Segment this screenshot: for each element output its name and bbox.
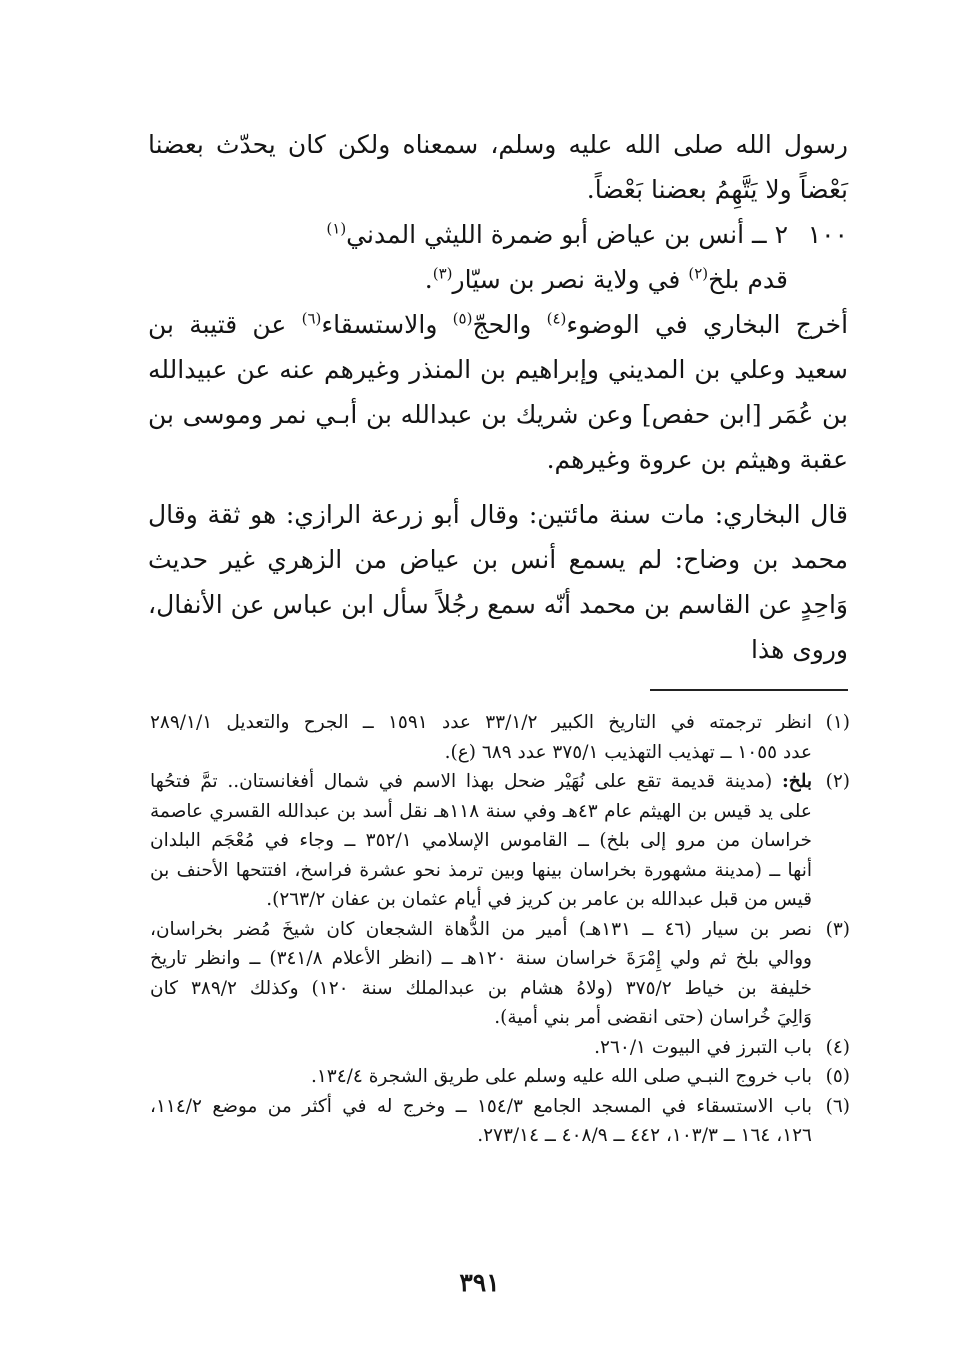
footnote-keyword: بلخ: [781,771,812,792]
footnote-2 [150,767,850,915]
footnote-6 [150,1092,850,1151]
footnote-line: وَالِيَ خُراسان (حتى انقضى أمر بني أمية). [494,1007,812,1028]
footnote-line: خليفة بن خياط ٣٧٥/٢ (ولاهُ هشام بن عبدالملك سنة ١٢٠) وكذلك ٣٨٩/٢ كان [150,977,812,999]
footnote-ref-2[interactable]: (٢) [688,264,709,283]
footnote-line: نصر بن سيار (٤٦ ــ ١٣١هـ) أمير من الدُّهاة الشجعان كان شيخَ مُضر بخراسان، [150,918,812,940]
entry-number: ١٠٠ [807,220,848,249]
footnote-ref-6[interactable]: (٦) [301,309,322,328]
footnote-line: باب خروج النبـي صلى الله عليه وسلم على طريق الشجرة ١٣٤/٤. [310,1066,812,1087]
footnote-number: (٣) [825,918,850,940]
footnote-line: انظر ترجمته في التاريخ الكبير ٣٣/١/٢ عدد ١٥٩١ ــ الجرح والتعديل ٢٨٩/١/١ [150,712,813,733]
footnote-line: على يد قيس بن الهيثم عام ٤٣هـ وفي سنة ١١٨هـ نقل أسد بن عبدالله القسري عاصمة [150,800,812,822]
paragraph-bukhari-narrations [148,302,848,482]
footnote-separator [650,689,848,691]
footnote-line-text: (مدينة قديمة تقع على نُهَيْر ضحل بهذا الاسم في شمال أفغانستان.. تمَّ فتحُها [150,771,782,792]
arrival-text-1: قدم بلخ [708,265,788,294]
narrations-text-2: والحجّ [472,310,547,339]
footnote-number: (٥) [825,1066,850,1087]
paragraph-opening: رسول الله صلى الله عليه وسلم، سمعناه ولكن كان يحدّث بعضنا بَعْضاً ولا يَتَّهِمُ بعضنا بَعْضاً. [148,130,848,204]
footnote-line: ووالي بلخ ثم ولي إِمْرَةَ خراسان سنة ١٢٠هـ ــ (انظر الأعلام ٣٤١/٨) ــ وانظر تاريخ [150,948,812,969]
footnote-number: (٤) [825,1036,850,1058]
footnote-line: أنها ــ (مدينة مشهورة بخراسان بينها وبين ترمذ نحو عشرة فراسخ، افتتحها الأحنف بن [150,859,812,881]
narrations-text-3: والاستسقاء [321,310,453,339]
footnote-line: باب التبرز في البيوت ٢٦٠/١. [594,1036,812,1058]
footnote-number: (٦) [825,1095,850,1117]
footnote-line: ١٢٦، ١٦٤ ــ ١٠٣/٣، ٤٤٢ ــ ٤٠٨/٩ ــ ٢٧٣/١٤. [477,1125,812,1146]
footnote-1 [150,708,850,767]
footnote-line: خراسان من مرو إلى بلخ) ــ القاموس الإسلامي ٣٥٢/١ ــ وجاء في مُعْجَم البلدان [150,830,812,851]
narrations-text-4: عن قتيبة بن سعيد وعلي بن المديني وإبراهيم بن المنذر وغيرهم عنه عن عبيدالله بن عُمَر [ابن حفص] وعن شريك بن عبدالله بن أبـي نمر وموسى بن عقبة وهيثم بن عروة وغيرهم. [148,310,848,474]
entry-title-text: ٢ ــ أنس بن عياض أبو ضمرة الليثي المدني [346,220,788,249]
footnote-line [150,767,812,797]
footnote-ref-4[interactable]: (٤) [546,309,567,328]
paragraph-critics: قال البخاري: مات سنة مائتين: وقال أبو زرعة الرازي: هو ثقة وقال محمد بن وضاح: لم يسمع أنس بن عياض من الزهري غير حديث وَاحِدٍ عن القاسم بن محمد أنّه سمع رجُلاً سأل ابن عباس عن الأنفال، وروى هذا [148,500,848,664]
footnote-5 [150,1062,850,1092]
main-text [148,122,848,672]
footnote-line: باب الاستسقاء في المسجد الجامع ١٥٤/٣ ــ وخرج له في أكثر من موضع ١١٤/٢، [150,1095,812,1117]
narrations-text-1: أخرج البخاري في الوضوء [566,310,849,339]
footnote-line: عدد ١٠٥٥ ــ تهذيب التهذيب ٣٧٥/١ عدد ٦٨٩ (ع). [444,741,812,763]
footnote-ref-1[interactable]: (١) [326,219,347,238]
arrival-text-3: . [424,265,433,294]
footnote-ref-3[interactable]: (٣) [432,264,453,283]
footnote-number: (١) [825,712,850,733]
entry-title [148,212,788,257]
arrival-text-2: في ولاية نصر بن سيّار [452,265,689,294]
paragraph-arrival [148,257,848,302]
page-number: ٣٩١ [459,1268,500,1297]
footnote-number: (٢) [825,771,850,792]
footnote-line: قيس من قبل عبدالله بن عامر بن كريز في أيام عثمان بن عفان ٢٦٣/٢). [266,889,812,910]
footnote-4 [150,1033,850,1063]
biography-entry-heading [148,212,848,257]
footnotes [150,708,850,1151]
footnote-3 [150,915,850,1033]
footnote-ref-5[interactable]: (٥) [452,309,473,328]
